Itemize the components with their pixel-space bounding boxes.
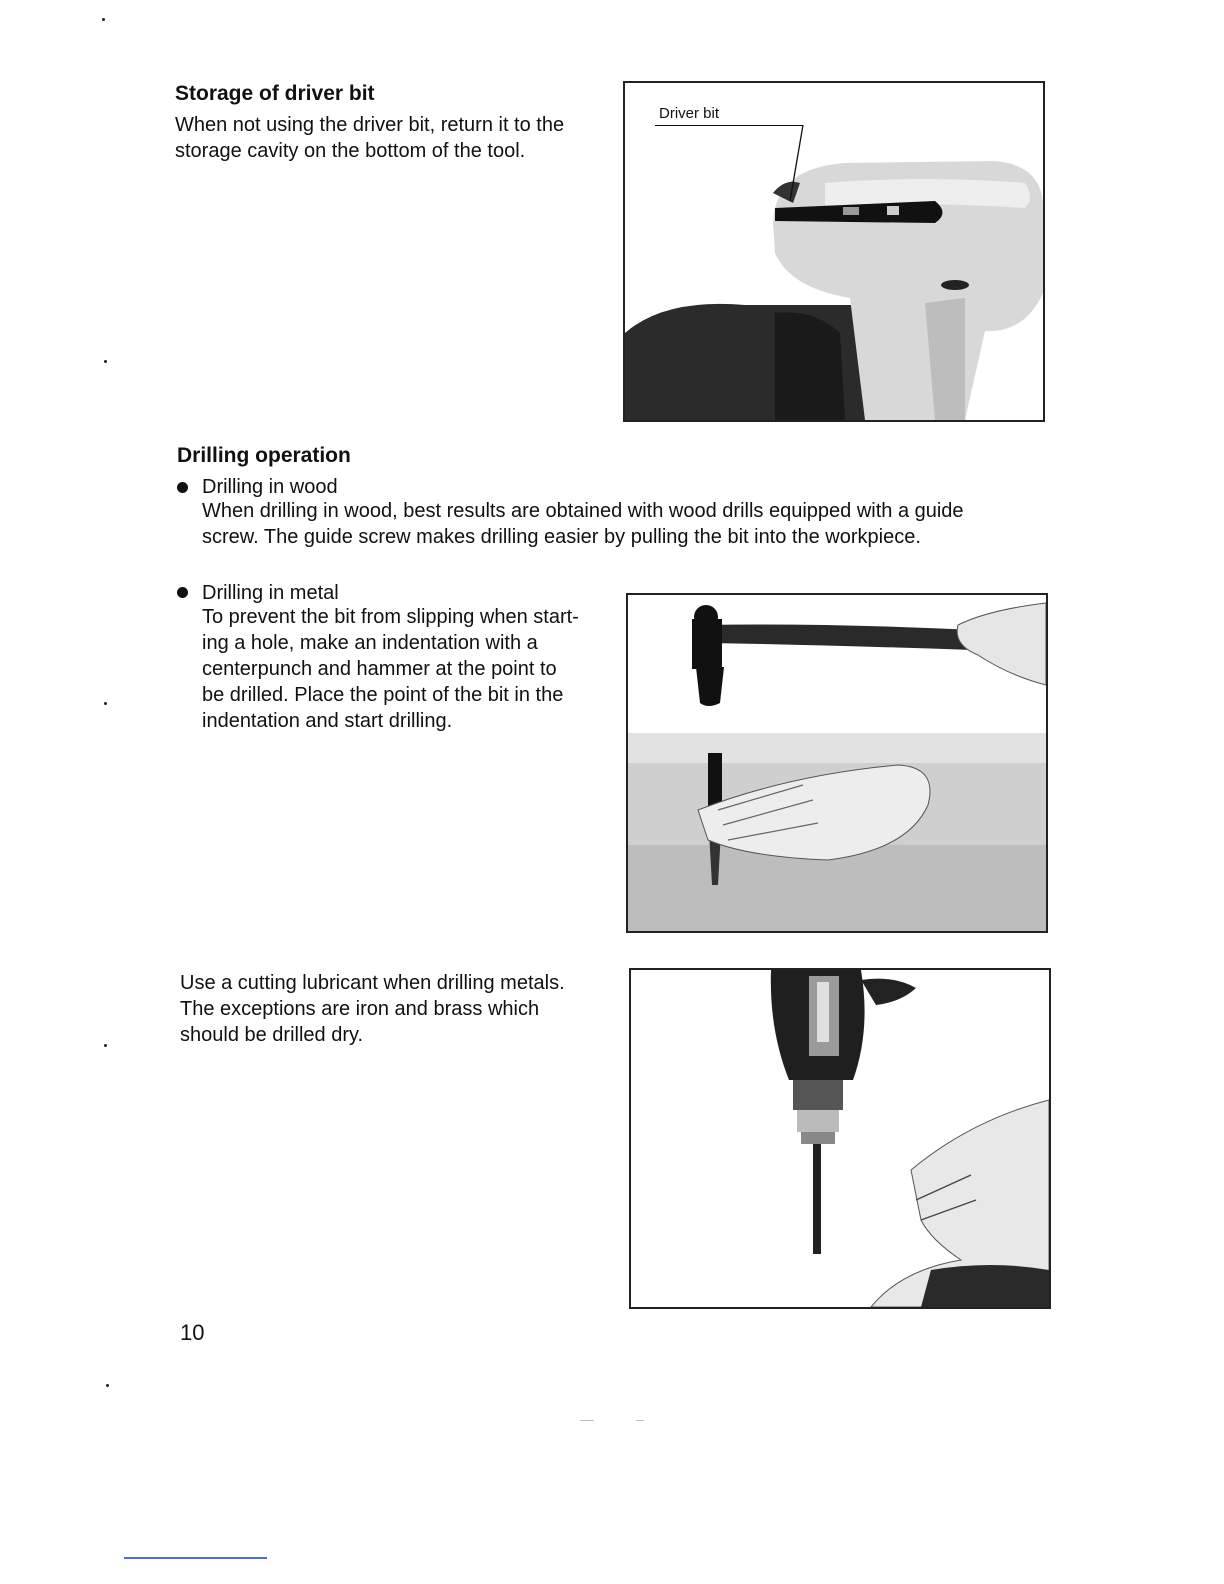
drilling-metal-line: be drilled. Place the point of the bit in the bbox=[202, 684, 564, 706]
centerpunch-figure bbox=[626, 593, 1048, 933]
driver-bit-figure bbox=[623, 81, 1045, 422]
scan-mark bbox=[580, 1420, 594, 1421]
drilling-metal-title: Drilling in metal bbox=[202, 582, 339, 604]
margin-speck bbox=[102, 18, 105, 21]
drilling-wood-line: When drilling in wood, best results are obtained with wood drills equipped with a guide bbox=[202, 500, 964, 522]
margin-speck bbox=[104, 702, 107, 705]
drilling-metal-line: indentation and start drilling. bbox=[202, 710, 453, 732]
lubricant-line: should be drilled dry. bbox=[180, 1024, 364, 1046]
drilling-wood-line: screw. The guide screw makes drilling easier by pulling the bit into the workpiece. bbox=[202, 526, 921, 548]
drilling-wood-title: Drilling in wood bbox=[202, 476, 338, 498]
drilling-wood-body bbox=[202, 498, 1052, 550]
bullet-icon bbox=[177, 587, 188, 598]
scan-mark bbox=[636, 1420, 644, 1421]
driver-bit-callout: Driver bit bbox=[659, 105, 720, 122]
storage-body bbox=[175, 112, 615, 164]
drilling-heading: Drilling operation bbox=[177, 444, 351, 467]
margin-speck bbox=[104, 360, 107, 363]
drilling-metal-line: centerpunch and hammer at the point to bbox=[202, 658, 557, 680]
drilling-metal-body bbox=[202, 604, 598, 734]
bullet-icon bbox=[177, 482, 188, 493]
storage-body-line: storage cavity on the bottom of the tool. bbox=[175, 140, 526, 162]
hammer-centerpunch-illustration bbox=[628, 595, 1046, 931]
lubricant-line: Use a cutting lubricant when drilling metals. bbox=[180, 972, 565, 994]
storage-body-line: When not using the driver bit, return it to the bbox=[175, 114, 565, 136]
bottom-rule bbox=[124, 1557, 267, 1559]
callout-pointer bbox=[625, 83, 1043, 420]
lubricant-text bbox=[180, 970, 600, 1048]
drill-in-use-illustration bbox=[631, 970, 1049, 1307]
margin-speck bbox=[104, 1044, 107, 1047]
drilling-metal-line: ing a hole, make an indentation with a bbox=[202, 632, 538, 654]
storage-heading: Storage of driver bit bbox=[175, 82, 375, 105]
drilling-figure bbox=[629, 968, 1051, 1309]
drilling-metal-line: To prevent the bit from slipping when start- bbox=[202, 606, 579, 628]
page-number: 10 bbox=[180, 1320, 205, 1345]
margin-speck bbox=[106, 1384, 109, 1387]
lubricant-line: The exceptions are iron and brass which bbox=[180, 998, 540, 1020]
